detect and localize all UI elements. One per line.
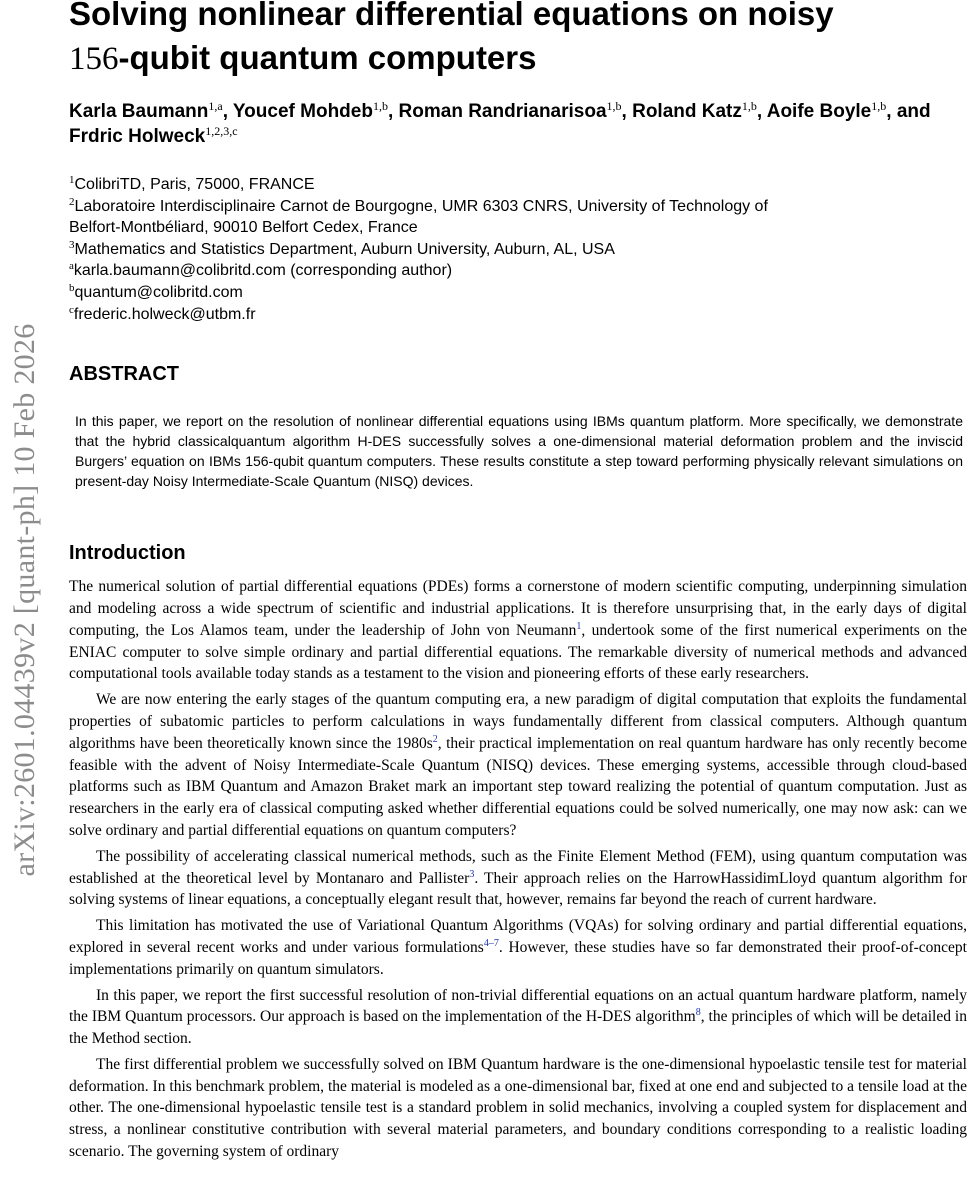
affiliation-mark: 2	[69, 195, 75, 208]
citation-link[interactable]: 1	[576, 620, 582, 632]
paragraph	[69, 846, 967, 911]
paragraph-text: , their practical implementation on real quantum hardware has only recently become feasible with the advent of Noisy Intermediate-Scale Quantum (NISQ) devices. These emerging systems, accessible through cloud-based platforms such as IBM Quantum and Amazon Braket mark an important step toward realizing the potential of quantum computation. Just as researchers in the early era of classical computing asked whether differential equations could be solved numerically, one may now ask: can we solve ordinary and partial differential equations on quantum computers?	[69, 734, 967, 839]
paragraph-text: We are now entering the early stages of the quantum computing era, a new paradigm of digital computation that exploits the fundamental properties of subatomic particles to perform calculations in ways fundamentally different from classical computers. Although quantum algorithms have been theoretically known since the 1980s	[69, 691, 967, 752]
citation-link[interactable]: 8	[695, 1007, 701, 1019]
affiliation-mark: 1	[69, 174, 75, 186]
title-line-1: Solving nonlinear differential equations on noisy	[69, 0, 834, 32]
author-list: Karla Baumann$^{1,a}$, Youcef Mohdeb$^{1,b}$, Roman Randrianarisoa$^{1,b}$, Roland Katz$^{1,b}$, Aoife Boyle$^{1,b}$, and Frdric Holweck$^{1,2,3,c}$	[69, 99, 931, 147]
introduction-heading: Introduction	[69, 542, 186, 565]
author-affiliation-mark: 1,b	[606, 99, 622, 113]
email-mark: b	[69, 281, 75, 294]
author-name: Karla Baumann	[69, 101, 209, 122]
affiliation-mark: 3	[69, 238, 75, 251]
paragraph	[69, 1054, 967, 1163]
email-mark: a	[69, 260, 74, 273]
affiliation-list	[69, 174, 967, 325]
abstract-heading: ABSTRACT	[69, 363, 179, 386]
author-name: Roman Randrianarisoa	[398, 101, 607, 122]
paragraph-text: . However, these studies have so far demonstrated their proof-of-concept implementations primarily on quantum simulators.	[69, 938, 967, 978]
author-affiliation-mark: 1,b	[372, 99, 388, 113]
author-name: Youcef Mohdeb	[232, 101, 373, 122]
paragraph-text: The numerical solution of partial differential equations (PDEs) forms a cornerstone of modern scientific computing, underpinning simulation and modeling across a wide spectrum of scientific and industrial applications. It is therefore unsurprising that, in the early days of digital computing, the Los Alamos team, under the leadership of John von Neumann	[69, 578, 967, 639]
citation-link[interactable]: 3	[469, 868, 475, 880]
paragraph-text: The possibility of accelerating classical numerical methods, such as the Finite Element Method (FEM), using quantum computation was established at the theoretical level by Montanaro and Pallister	[69, 847, 967, 887]
paragraph	[69, 576, 967, 685]
affiliation-item	[69, 196, 967, 218]
paper-title	[69, 0, 967, 81]
affiliation-text: ColibriTD, Paris, 75000, FRANCE	[74, 176, 315, 193]
author-affiliation-mark: 1,b	[741, 99, 757, 113]
email-mark: c	[69, 303, 74, 316]
paragraph	[69, 689, 967, 842]
introduction-body	[69, 576, 967, 1163]
email-item	[69, 260, 967, 282]
paragraph-text: This limitation has motivated the use of Variational Quantum Algorithms (VQAs) for solving ordinary and partial differential equations, explored in several recent works and under various formulations	[69, 917, 967, 956]
arxiv-sidebar	[0, 0, 50, 1200]
title-qubit-count: 156	[69, 41, 119, 77]
affiliation-item	[69, 239, 967, 261]
author-name: Aoife Boyle	[766, 101, 872, 122]
paragraph-text: In this paper, we report the first successful resolution of non-trivial differential equations on an actual quantum hardware platform, namely the IBM Quantum processors. Our approach is based on the implementation of the H-DES algorithm	[69, 986, 967, 1026]
author-affiliation-mark: 1,a	[208, 99, 223, 113]
paper-page	[69, 0, 967, 1167]
email-text: karla.baumann@colibritd.com (corresponding author)	[73, 262, 453, 280]
author-name: Frdric Holweck	[69, 126, 206, 147]
author-name: Roland Katz	[632, 101, 742, 122]
email-item	[69, 282, 967, 304]
author-affiliation-mark: 1,b	[871, 99, 887, 113]
citation-link[interactable]: 2	[432, 733, 438, 745]
paragraph	[69, 985, 967, 1050]
abstract-text: In this paper, we report on the resolution of nonlinear differential equations using IBMs quantum platform. More specifically, we demonstrate that the hybrid classicalquantum algorithm H-DES successfully solves a one-dimensional material deformation problem and the inviscid Burgers’ equation on IBMs 156-qubit quantum computers. These results constitute a step toward performing physically relevant simulations on present-day Noisy Intermediate-Scale Quantum (NISQ) devices.	[75, 413, 963, 490]
paragraph-text: , the principles of which will be detailed in the Method section.	[69, 1008, 967, 1048]
citation-link[interactable]: 4–7	[483, 937, 499, 949]
email-text: frederic.holweck@utbm.fr	[73, 305, 256, 323]
paragraph-text: , undertook some of the first numerical experiments on the ENIAC computer to solve simple ordinary and partial differential equations. The remarkable diversity of numerical methods and advanced computational tools available today stands as a testament to the vision and pioneering efforts of these early researchers.	[69, 621, 967, 683]
paragraph-text: The first differential problem we successfully solved on IBM Quantum hardware is the one-dimensional hypoelastic tensile test for material deformation. In this benchmark problem, the material is modeled as a one-dimensional bar, fixed at one end and subjected to a tensile load at the other. The one-dimensional hypoelastic tensile test is a standard problem in solid mechanics, involving a coupled system for displacement and stress, a nonlinear constitutive contribution with several material parameters, and boundary conditions corresponding to a realistic loading scenario. The governing system of ordinary	[69, 1055, 967, 1161]
affiliation-item	[69, 174, 967, 196]
affiliation-item-continued: Belfort-Montbéliard, 90010 Belfort Cedex, France	[69, 219, 418, 237]
email-item	[69, 304, 967, 326]
title-line-2: -qubit quantum computers	[118, 39, 537, 76]
author-affiliation-mark: 1,2,3,c	[205, 124, 238, 138]
arxiv-identifier: arXiv:2601.04439v2 [quant-ph] 10 Feb 2026	[8, 323, 41, 877]
affiliation-text: Laboratoire Interdisciplinaire Carnot de Bourgogne, UMR 6303 CNRS, University of Technology of	[74, 197, 768, 215]
affiliation-text: Mathematics and Statistics Department, Auburn University, Auburn, AL, USA	[74, 240, 615, 258]
email-text: quantum@colibritd.com	[74, 283, 243, 301]
paragraph-text: . Their approach relies on the HarrowHassidimLloyd quantum algorithm for solving systems of linear equations, a conceptually elegant result that, however, remains far beyond the reach of current hardware.	[69, 869, 968, 909]
paragraph	[69, 915, 967, 980]
